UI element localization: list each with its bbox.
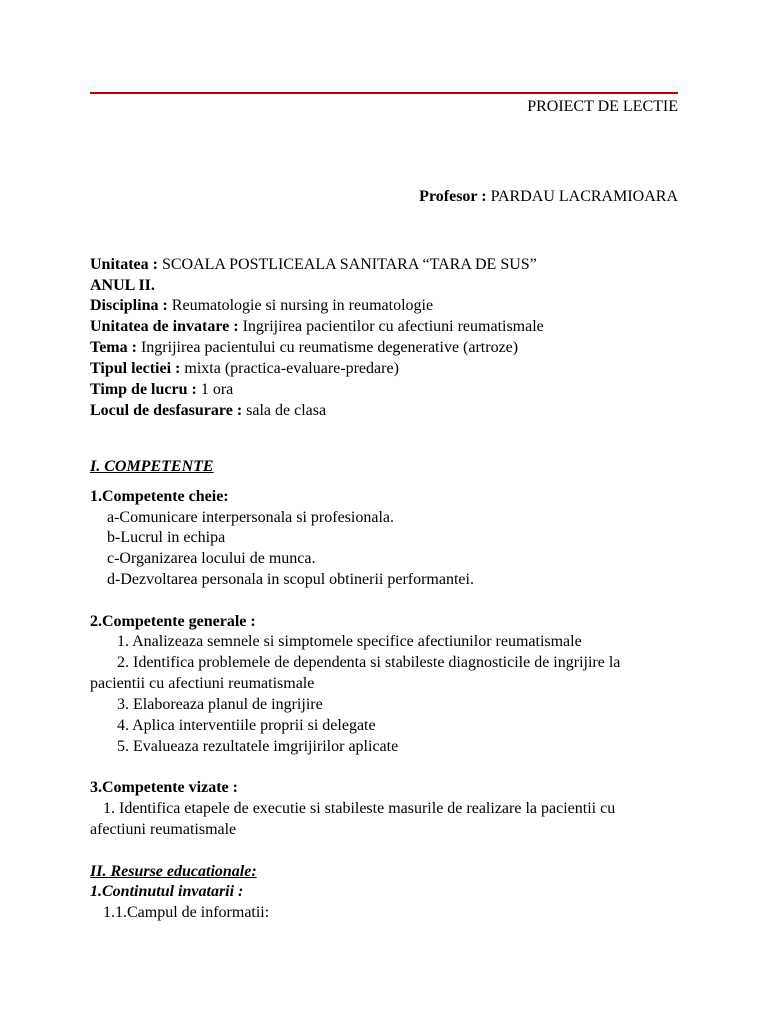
info-unitatea-invatare (90, 317, 544, 337)
list-item-continuation: afectiuni reumatismale (90, 821, 237, 838)
competente-cheie-heading: 1.Competente cheie: (90, 488, 229, 505)
info-locul (90, 401, 326, 421)
info-anul (90, 276, 155, 296)
info-value: SCOALA POSTLICEALA SANITARA “TARA DE SUS” (161, 256, 537, 273)
profesor-line (419, 187, 678, 207)
list-item: b-Lucrul in echipa (107, 529, 226, 546)
list-item: 2. Identifica problemele de dependenta si stabileste diagnosticile de ingrijire la (117, 654, 621, 671)
section-competente-title: I. COMPETENTE (90, 458, 214, 475)
list-item: 5. Evalueaza rezultatele imgrijirilor aplicate (117, 738, 399, 755)
list-item: 1. Analizeaza semnele si simptomele specifice afectiunilor reumatismale (117, 633, 582, 650)
list-item: 4. Aplica interventiile proprii si delegate (117, 717, 376, 734)
competente-vizate-heading: 3.Competente vizate : (90, 779, 238, 796)
continutul-invatarii-heading: 1.Continutul invatarii : (90, 883, 244, 900)
info-value: sala de clasa (246, 402, 327, 419)
info-label: Tema : (90, 339, 137, 356)
list-item: 1. Identifica etapele de executie si stabileste masurile de realizare la pacientii cu (103, 800, 616, 817)
profesor-name: PARDAU LACRAMIOARA (490, 188, 678, 205)
profesor-label: Profesor : (419, 188, 487, 205)
info-label: Timp de lucru : (90, 381, 197, 398)
info-label: Locul de desfasurare : (90, 402, 243, 419)
info-tema (90, 338, 518, 358)
info-value: Reumatologie si nursing in reumatologie (171, 297, 434, 314)
list-item: 3. Elaboreaza planul de ingrijire (117, 696, 323, 713)
list-item: a-Comunicare interpersonala si profesionala. (107, 509, 394, 526)
info-value: 1 ora (200, 381, 234, 398)
section-resurse-title: II. Resurse educationale: (90, 863, 257, 880)
list-item: c-Organizarea locului de munca. (107, 550, 316, 567)
info-label: ANUL II. (90, 277, 155, 294)
info-label: Disciplina : (90, 297, 168, 314)
info-timp-lucru (90, 380, 233, 400)
competente-generale-heading: 2.Competente generale : (90, 613, 256, 630)
info-label: Tipul lectiei : (90, 360, 181, 377)
info-label: Unitatea de invatare : (90, 318, 239, 335)
info-value: Ingrijirea pacientilor cu afectiuni reumatismale (242, 318, 544, 335)
info-tipul-lectiei (90, 359, 399, 379)
info-unitatea (90, 255, 537, 275)
info-label: Unitatea : (90, 256, 158, 273)
list-item: 1.1.Campul de informatii: (103, 904, 270, 921)
header-rule (90, 92, 678, 94)
list-item: d-Dezvoltarea personala in scopul obtinerii performantei. (107, 571, 474, 588)
info-value: Ingrijirea pacientului cu reumatisme degenerative (artroze) (140, 339, 519, 356)
info-value: mixta (practica-evaluare-predare) (184, 360, 399, 377)
document-title: PROIECT DE LECTIE (527, 98, 678, 115)
list-item-continuation: pacientii cu afectiuni reumatismale (90, 675, 315, 692)
info-disciplina (90, 296, 433, 316)
